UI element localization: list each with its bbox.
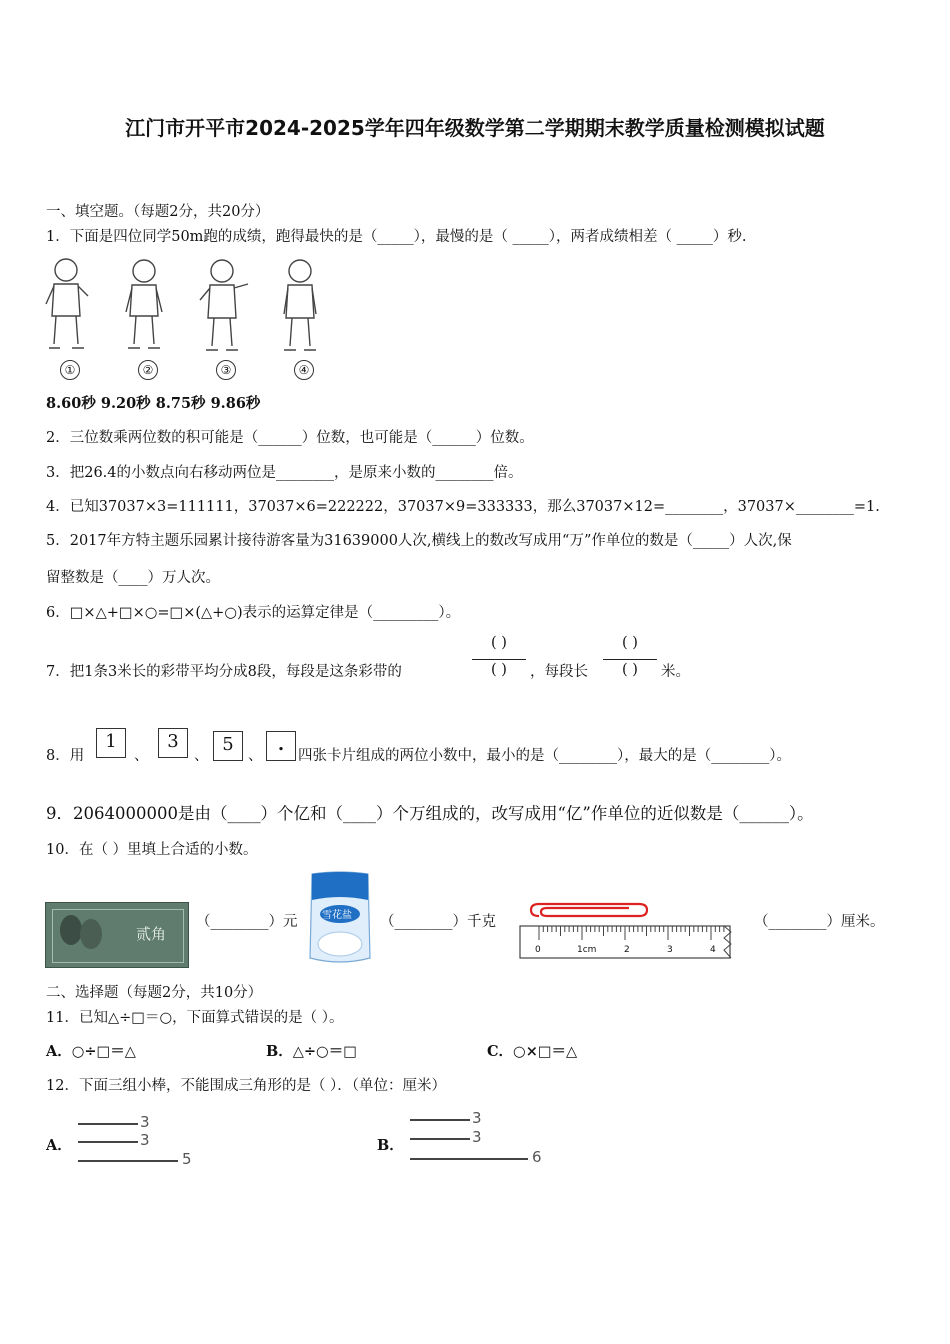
stick-b-1-length: 3 [472,1109,482,1127]
digit-card-3: 3 [158,728,188,758]
separator-3: 、 [248,748,263,764]
option-12-a-label: A． [46,1137,72,1154]
ruler-blank: （________）厘米。 [754,914,885,930]
salt-label: 雪花盐 [322,910,352,921]
fraction-1-numerator: ( ) [491,635,507,651]
stick-b-2-length: 3 [472,1128,482,1146]
digit-card-1: 1 [96,728,126,758]
question-7-suffix: 米。 [661,664,690,680]
student-label-4: ④ [294,360,314,380]
stick-a-3 [78,1160,178,1162]
banknote-denomination: 贰角 [136,925,167,943]
separator-1: 、 [134,748,149,764]
salt-blank: （________）千克 [380,914,496,930]
question-10: 10．在（ ）里填上合适的小数。 [46,842,258,858]
question-8-suffix: 四张卡片组成的两位小数中，最小的是（________），最大的是（________）。 [298,748,791,764]
question-7-prefix: 7．把1条3米长的彩带平均分成8段，每段是这条彩带的 [46,664,402,680]
ruler-paperclip-image [519,902,739,962]
section-heading-fill-blank: 一、填空题。（每题2分，共20分） [46,204,270,220]
question-9: 9．2064000000是由（____）个亿和（____）个万组成的，改写成用“亿”作单位的近似数是（______）。 [46,804,814,823]
money-blank: （________）元 [196,914,298,930]
question-7 [46,662,402,682]
question-12: 12．下面三组小棒，不能围成三角形的是（ ）．（单位：厘米） [46,1078,447,1094]
question-4: 4．已知37037×3=111111，37037×6=222222，37037×9=333333，那么37037×12=________，37037×________=1. [46,499,880,515]
stick-b-2 [410,1138,470,1140]
student-label-3: ③ [216,360,236,380]
page-title: 江门市开平市2024-2025学年四年级数学第二学期期末教学质量检测模拟试题 [125,116,825,140]
option-12-b-label: B． [377,1137,404,1154]
separator-2: 、 [194,748,209,764]
fraction-2-numerator: ( ) [622,635,638,651]
question-3: 3．把26.4的小数点向右移动两位是________，是原来小数的________倍。 [46,465,523,481]
ruler-tick-2: 2 [624,945,630,955]
stick-a-3-length: 5 [182,1150,192,1168]
banknote-image [45,902,189,968]
stick-a-1 [78,1123,138,1125]
option-11-a: A．○÷□＝△ [46,1043,136,1060]
stick-b-3-length: 6 [532,1148,542,1166]
ruler-tick-3: 3 [667,945,673,955]
question-1: 1．下面是四位同学50m跑的成绩，跑得最快的是（_____），最慢的是（ _____），两者成绩相差（ _____）秒. [46,229,747,245]
question-7-middle: ，每段长 [530,664,588,680]
option-11-b: B．△÷○＝□ [266,1043,357,1060]
digit-card-5: 5 [213,731,243,761]
ruler-tick-1: 1cm [577,945,597,955]
stick-b-1 [410,1119,470,1121]
fraction-1-bar [472,659,526,660]
option-11-c: C．○×□＝△ [487,1043,578,1060]
ruler-tick-0: 0 [535,945,541,955]
students-figure [44,256,334,356]
fraction-2-bar [603,659,657,660]
student-label-2: ② [138,360,158,380]
question-5-continued: 留整数是（____）万人次。 [46,570,220,586]
section-heading-choice: 二、选择题（每题2分，共10分） [46,985,263,1001]
salt-bag-image [308,870,372,966]
fraction-1-denominator: ( ) [491,662,507,678]
stick-a-2-length: 3 [140,1131,150,1149]
stick-a-2 [78,1141,138,1143]
students-illustration [44,256,334,386]
question-8-prefix: 8．用 [46,748,85,764]
question-6: 6．□×△+□×○=□×(△+○)表示的运算定律是（_________）。 [46,605,461,621]
stick-b-3 [410,1158,528,1160]
student-label-1: ① [60,360,80,380]
question-2: 2．三位数乘两位数的积可能是（______）位数，也可能是（______）位数。 [46,430,534,446]
decimal-point-card: . [266,731,296,761]
question-11: 11．已知△÷□＝○，下面算式错误的是（ ）。 [46,1010,344,1026]
stick-a-1-length: 3 [140,1113,150,1131]
fraction-2-denominator: ( ) [622,662,638,678]
ruler-tick-4: 4 [710,945,716,955]
question-5: 5．2017年方特主题乐园累计接待游客量为31639000人次,横线上的数改写成用“万”作单位的数是（_____）人次,保 [46,533,792,549]
running-times: 8.60秒 9.20秒 8.75秒 9.86秒 [46,395,261,412]
